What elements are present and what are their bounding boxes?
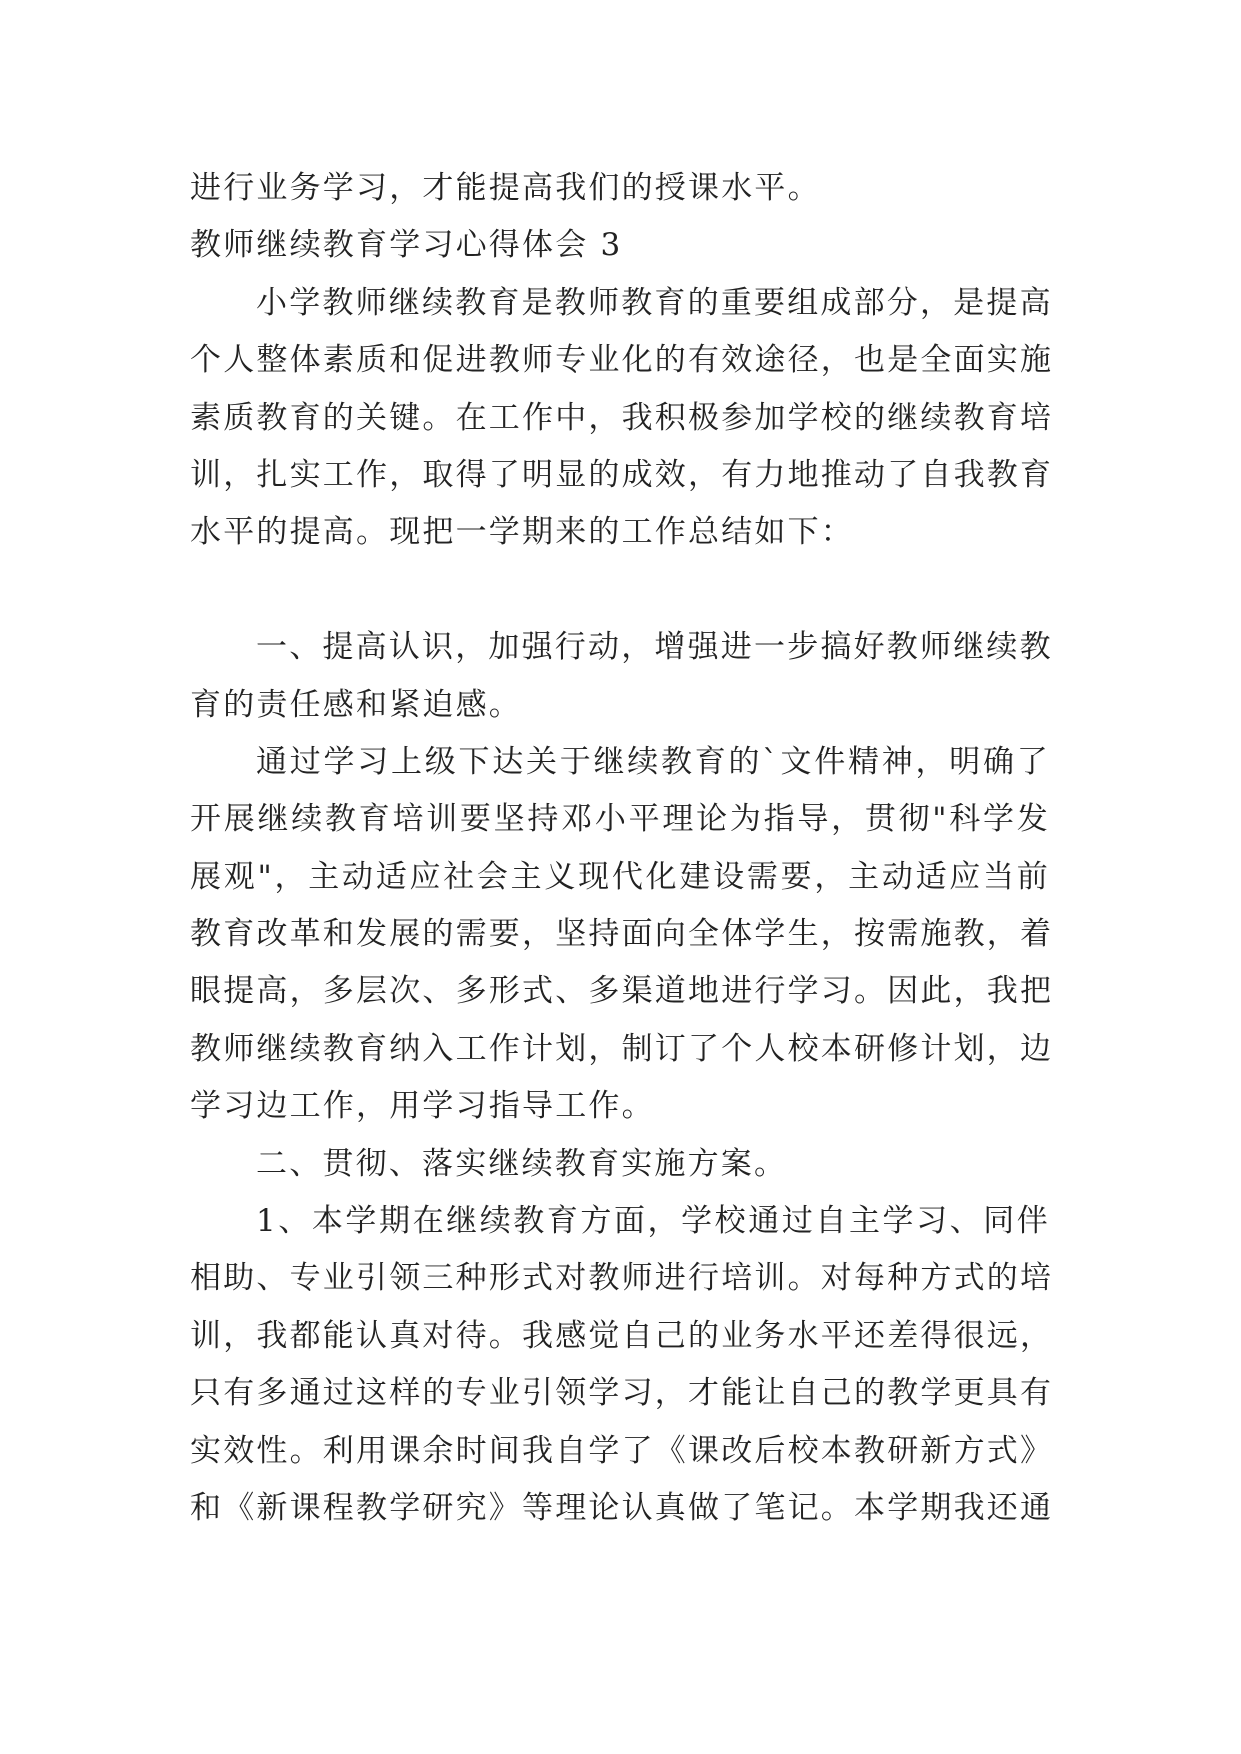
text-line: 二、贯彻、落实继续教育实施方案。 <box>256 1145 788 1182</box>
section-title: 教师继续教育学习心得体会 3 <box>190 227 623 264</box>
text-line: 训，扎实工作，取得了明显的成效，有力地推动了自我教育 <box>190 456 1054 493</box>
text-line: 训，我都能认真对待。我感觉自己的业务水平还差得很远， <box>190 1317 1054 1354</box>
text-line: 眼提高，多层次、多形式、多渠道地进行学习。因此，我把 <box>190 973 1054 1010</box>
text-line: 1、本学期在继续教育方面，学校通过自主学习、同伴 <box>256 1203 1050 1240</box>
text-line: 只有多通过这样的专业引领学习，才能让自己的教学更具有 <box>190 1375 1054 1412</box>
text-line: 实效性。利用课余时间我自学了《课改后校本教研新方式》 <box>190 1432 1054 1469</box>
text-line: 一、提高认识，加强行动，增强进一步搞好教师继续教 <box>256 629 1053 666</box>
text-line: 育的责任感和紧迫感。 <box>190 686 522 723</box>
document-body <box>190 160 1054 1537</box>
text-line: 学习边工作，用学习指导工作。 <box>190 1088 655 1125</box>
text-line: 教育改革和发展的需要，坚持面向全体学生，按需施教，着 <box>190 916 1054 953</box>
text-line: 水平的提高。现把一学期来的工作总结如下： <box>190 514 854 551</box>
blank-line <box>190 562 1050 619</box>
text-line: 相助、专业引领三种形式对教师进行培训。对每种方式的培 <box>190 1260 1054 1297</box>
text-line: 通过学习上级下达关于继续教育的`文件精神，明确了 <box>256 743 1050 780</box>
text-line: 展观"，主动适应社会主义现代化建设需要，主动适应当前 <box>190 858 1050 895</box>
text-line: 和《新课程教学研究》等理论认真做了笔记。本学期我还通 <box>190 1489 1054 1526</box>
text-line: 开展继续教育培训要坚持邓小平理论为指导，贯彻"科学发 <box>190 801 1050 838</box>
text-line: 小学教师继续教育是教师教育的重要组成部分，是提高 <box>256 284 1053 321</box>
text-line: 个人整体素质和促进教师专业化的有效途径，也是全面实施 <box>190 342 1054 379</box>
text-line: 教师继续教育纳入工作计划，制订了个人校本研修计划，边 <box>190 1030 1054 1067</box>
text-line: 进行业务学习，才能提高我们的授课水平。 <box>190 170 821 206</box>
text-line: 素质教育的关键。在工作中，我积极参加学校的继续教育培 <box>190 399 1054 436</box>
